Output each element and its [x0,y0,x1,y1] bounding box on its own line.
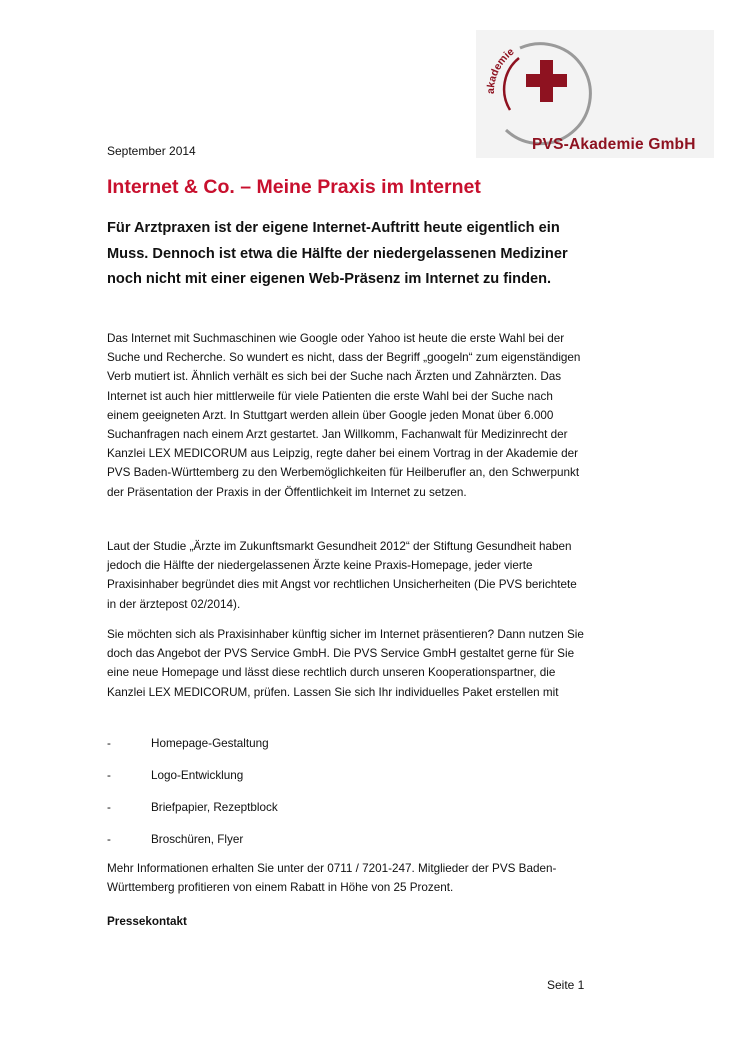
press-contact-heading: Pressekontakt [107,915,187,928]
document-date: September 2014 [107,144,196,158]
list-bullet: - [107,833,111,846]
body-paragraph-4: Mehr Informationen erhalten Sie unter der 0711 / 7201-247. Mitglieder der PVS Baden-Württemberg profitieren von einem Rabatt in Höhe von 25 Prozent. [107,862,557,895]
list-bullet: - [107,737,111,750]
body-paragraph-2: Laut der Studie „Ärzte im Zukunftsmarkt Gesundheit 2012“ der Stiftung Gesundheit haben jedoch die Hälfte der niedergelassenen Ärzte keine Praxis-Homepage, jeder vierte Praxisinhaber begründet dies mit Angst vor rechtlichen Unsicherheiten (Die PVS berichtete in der ärztepost 02/2014). [107,540,577,611]
list-item-label: Briefpapier, Rezeptblock [151,801,278,814]
list-bullet: - [107,801,111,814]
logo-arc-text: akademie [484,45,517,95]
body-paragraph-3: Sie möchten sich als Praxisinhaber künftig sicher im Internet präsentieren? Dann nutzen Sie doch das Angebot der PVS Service GmbH. Die PVS Service GmbH gestaltet gerne für Sie eine neue Homepage und lässt diese rechtlich durch unseren Kooperationspartner, die Kanzlei LEX MEDICORUM, prüfen. Lassen Sie sich Ihr individuelles Paket erstellen mit [107,628,584,699]
list-item-label: Broschüren, Flyer [151,833,244,846]
list-bullet: - [107,769,111,782]
page-title: Internet & Co. – Meine Praxis im Internet [107,176,481,198]
page-number: Seite 1 [547,978,585,992]
list-item-label: Logo-Entwicklung [151,769,244,782]
medical-cross-icon [526,60,567,102]
company-logo [476,30,714,158]
lead-paragraph: Für Arztpraxen ist der eigene Internet-Auftritt heute eigentlich ein Muss. Dennoch ist etwa die Hälfte der niedergelassenen Mediziner noch nicht mit einer eigenen Web-Präsenz im Internet zu finden. [107,220,568,288]
logo-inner-arc [504,58,519,110]
body-paragraph-1: Das Internet mit Suchmaschinen wie Google oder Yahoo ist heute die erste Wahl bei der Suche und Recherche. So wundert es nicht, dass der Begriff „googeln“ zum eigenständigen Verb mutiert ist. Ähnlich verhält es sich bei der Suche nach Ärzten und Zahnärzten. Das Internet ist auch hier mittlerweile für viele Patienten die erste Wahl bei der Suche nach einem geeigneten Arzt. In Stuttgart werden allein über Google jeden Monat über 6.000 Suchanfragen nach einem Arzt gestartet. Jan Willkomm, Fachanwalt für Medizinrecht der Kanzlei LEX MEDICORUM aus Leipzig, regte daher bei einem Vortrag in der Akademie der PVS Baden-Württemberg zu den Werbemöglichkeiten für Heilberufler an, den Schwerpunkt der Präsentation der Praxis in der Öffentlichkeit im Internet zu setzen. [107,332,581,499]
list-item-label: Homepage-Gestaltung [151,737,269,750]
logo-name: PVS-Akademie GmbH [532,136,696,153]
